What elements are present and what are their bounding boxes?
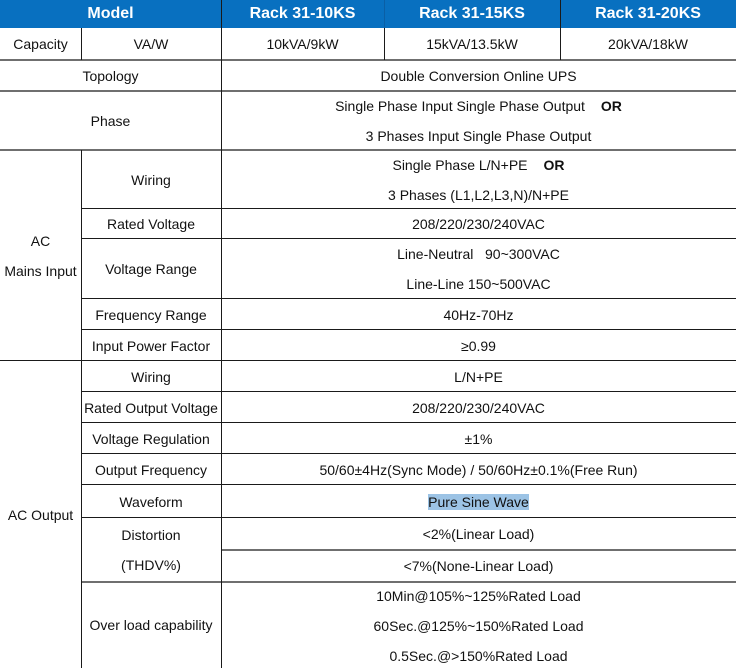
row-divider xyxy=(81,581,736,583)
ac-input-group xyxy=(0,150,81,361)
overload-line-1: 10Min@105%~125%Rated Load xyxy=(376,588,581,604)
capacity-10ks: 10kVA/9kW xyxy=(266,36,339,52)
output-wiring-value: L/N+PE xyxy=(454,368,503,385)
input-power-factor-value: ≥0.99 xyxy=(461,337,496,354)
input-frequency-range-label: Frequency Range xyxy=(95,306,207,323)
input-wiring-line-1 xyxy=(392,150,564,180)
column-divider xyxy=(560,0,561,60)
distortion-label xyxy=(81,518,221,582)
topology-value: Double Conversion Online UPS xyxy=(380,67,577,84)
input-voltage-range-label: Voltage Range xyxy=(105,261,197,277)
overload-label: Over load capability xyxy=(89,617,213,633)
row-divider xyxy=(81,391,736,392)
voltage-range-line-line: Line-Line 150~500VAC xyxy=(406,276,551,292)
ac-input-group-line2: Mains Input xyxy=(4,262,77,279)
capacity-20ks: 20kVA/18kW xyxy=(608,36,688,52)
voltage-range-line-neutral: Line-Neutral 90~300VAC xyxy=(397,246,560,262)
distortion-nonlinear-value: <7%(None-Linear Load) xyxy=(403,558,554,574)
column-divider xyxy=(384,28,385,60)
overload-line-3: 0.5Sec.@>150%Rated Load xyxy=(389,648,568,664)
phase-line-2: 3 Phases Input Single Phase Output xyxy=(365,127,592,144)
output-wiring-label: Wiring xyxy=(131,368,171,385)
ac-input-group-line1: AC xyxy=(30,232,51,249)
input-frequency-range-value: 40Hz-70Hz xyxy=(443,306,514,323)
row-divider xyxy=(81,208,736,209)
output-rated-voltage-label: Rated Output Voltage xyxy=(84,399,218,416)
input-wiring-label: Wiring xyxy=(131,171,171,188)
row-divider xyxy=(0,360,736,361)
distortion-linear-value: <2%(Linear Load) xyxy=(422,526,535,542)
row-divider xyxy=(81,422,736,423)
distortion-label-line2: (THDV%) xyxy=(121,557,181,573)
row-divider xyxy=(0,59,736,61)
row-divider xyxy=(0,149,736,151)
column-divider xyxy=(221,0,222,668)
input-rated-voltage-value: 208/220/230/240VAC xyxy=(412,216,545,232)
row-divider xyxy=(81,453,736,454)
column-divider xyxy=(81,150,82,668)
waveform-value-highlighted[interactable]: Pure Sine Wave xyxy=(428,493,529,510)
row-divider xyxy=(81,298,736,299)
overload-line-2: 60Sec.@125%~150%Rated Load xyxy=(373,618,584,634)
ac-output-group: AC Output xyxy=(7,506,74,523)
phase-or: OR xyxy=(600,97,622,114)
column-divider xyxy=(81,28,82,60)
header-divider xyxy=(384,0,385,28)
input-power-factor-label: Input Power Factor xyxy=(91,337,211,354)
phase-option-1: Single Phase Input Single Phase Output xyxy=(335,97,585,114)
input-wiring-value xyxy=(221,150,736,209)
input-wiring-or: OR xyxy=(543,156,565,173)
model-header-10ks: Rack 31-10KS xyxy=(221,0,384,28)
capacity-label: Capacity xyxy=(13,36,68,52)
row-divider xyxy=(81,329,736,330)
model-header-20ks: Rack 31-20KS xyxy=(560,0,736,28)
model-header-15ks: Rack 31-15KS xyxy=(384,0,560,28)
topology-label: Topology xyxy=(82,67,139,84)
voltage-regulation-label: Voltage Regulation xyxy=(92,430,210,447)
model-header: Model xyxy=(0,0,221,28)
output-frequency-value: 50/60±4Hz(Sync Mode) / 50/60Hz±0.1%(Free Run) xyxy=(319,461,638,478)
row-divider xyxy=(0,90,736,92)
phase-label: Phase xyxy=(90,112,131,129)
output-rated-voltage-value: 208/220/230/240VAC xyxy=(412,399,545,416)
row-divider xyxy=(81,238,736,239)
output-frequency-label: Output Frequency xyxy=(94,461,208,478)
input-wiring-option-1: Single Phase L/N+PE xyxy=(392,156,528,173)
phase-line-1 xyxy=(335,91,622,121)
voltage-regulation-value: ±1% xyxy=(464,430,493,447)
row-divider xyxy=(81,484,736,485)
distortion-label-line1: Distortion xyxy=(121,527,181,543)
capacity-15ks: 15kVA/13.5kW xyxy=(426,36,518,52)
phase-value xyxy=(221,91,736,150)
row-divider xyxy=(221,549,736,551)
capacity-unit: VA/W xyxy=(133,36,169,52)
input-rated-voltage-label: Rated Voltage xyxy=(107,216,195,232)
input-voltage-range-value xyxy=(221,239,736,299)
input-wiring-line-2: 3 Phases (L1,L2,L3,N)/N+PE xyxy=(388,186,569,203)
waveform-value-cell xyxy=(221,485,736,518)
row-divider xyxy=(81,517,736,518)
waveform-label: Waveform xyxy=(119,493,183,510)
overload-value xyxy=(221,582,736,668)
